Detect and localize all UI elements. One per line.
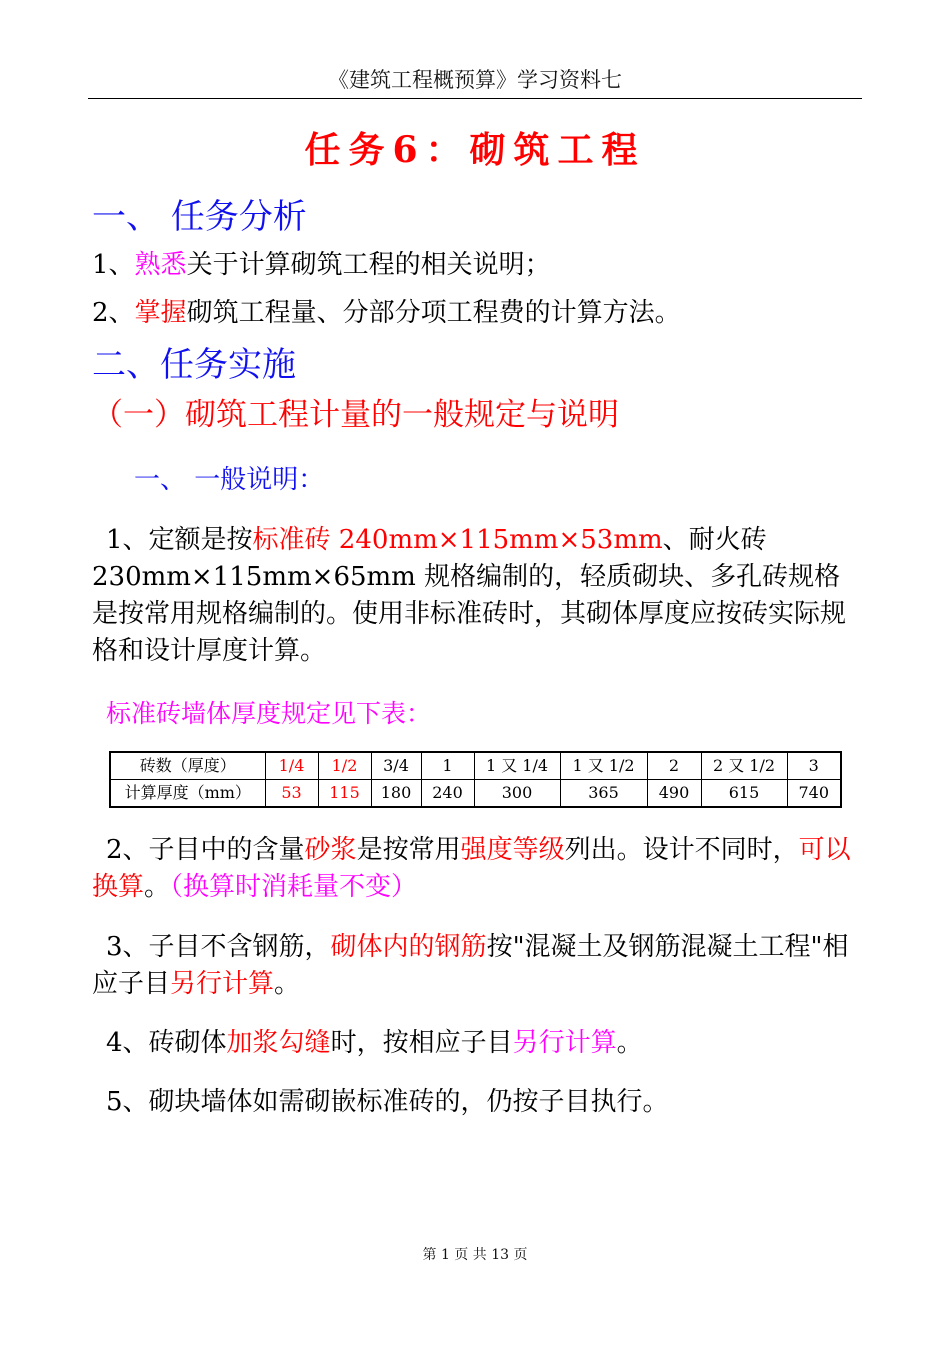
- note-4-pointing: 加浆勾缝: [226, 1028, 331, 1058]
- table-cell: 1/4: [265, 752, 318, 780]
- table-cell: 1/2: [318, 752, 371, 780]
- objective-item-1: [92, 248, 551, 283]
- objective-item-2-text: 砌筑工程量、分部分项工程费的计算方法。: [186, 298, 681, 328]
- table-cell: 1 又 1/2: [560, 752, 647, 780]
- note-3-text: 。: [274, 969, 301, 999]
- table-cell: 2 又 1/2: [701, 752, 787, 780]
- note-3: [92, 929, 862, 1003]
- note-2-convertible: 可以换算: [92, 835, 851, 902]
- note-3-text: 3、子目不含钢筋，: [106, 932, 331, 962]
- objective-item-1-text: 关于计算砌筑工程的相关说明；: [186, 250, 551, 280]
- note-2-text: 列出。设计不同时，: [564, 835, 799, 865]
- table-cell: 1 又 1/4: [474, 752, 560, 780]
- table-cell: 1: [421, 752, 474, 780]
- table-cell: 3: [787, 752, 841, 780]
- table-row-bricks: [110, 752, 841, 780]
- note-2-strength-grade: 强度等级: [460, 835, 565, 865]
- subsection-heading: （一）砌筑工程计量的一般规定与说明: [92, 397, 619, 433]
- table-cell: 3/4: [371, 752, 421, 780]
- note-4-separate-calc: 另行计算: [512, 1028, 617, 1058]
- note-4: [106, 1026, 643, 1061]
- header-title: 《建筑工程概预算》学习资料七: [328, 68, 622, 92]
- note-4-text: 4、砖砌体: [106, 1028, 227, 1058]
- note-5: 5、砌块墙体如需砌嵌标准砖的，仍按子目执行。: [106, 1087, 669, 1117]
- table-cell: 53: [265, 780, 318, 808]
- note-2-consumption-note: （换算时消耗量不变）: [170, 872, 418, 902]
- note-4-text: 时，按相应子目: [330, 1028, 513, 1058]
- wall-thickness-table: [109, 751, 842, 808]
- note-2-text: 2、子目中的含量: [106, 835, 305, 865]
- objective-item-1-number: 1、: [92, 250, 135, 280]
- table-caption: 标准砖墙体厚度规定见下表：: [106, 699, 432, 728]
- objective-item-2-keyword: 掌握: [134, 298, 187, 328]
- table-cell: 740: [787, 780, 841, 808]
- table-cell: 490: [647, 780, 701, 808]
- table-cell: 300: [474, 780, 560, 808]
- table-cell: 180: [371, 780, 421, 808]
- note-1: [92, 522, 862, 670]
- note-3-rebar: 砌体内的钢筋: [330, 932, 487, 962]
- table-cell: 615: [701, 780, 787, 808]
- objective-item-2: [92, 296, 681, 331]
- section-1-heading: 一、 任务分析: [92, 197, 307, 237]
- note-2: [92, 832, 862, 906]
- note-1-standard-brick: 标准砖 240mm×115mm×53mm: [252, 525, 663, 555]
- note-2-text: 是按常用: [356, 835, 461, 865]
- objective-item-1-keyword: 熟悉: [134, 250, 187, 280]
- table-cell: 115: [318, 780, 371, 808]
- table-cell: 2: [647, 752, 701, 780]
- note-1-text: 、耐火砖 230mm×115mm×65mm 规格编制的，轻质砌块、多孔砖规格是按常用规格编制的。使用非标准砖时，其砌体厚度应按砖实际规格和设计厚度计算。: [92, 525, 847, 666]
- note-4-text: 。: [616, 1028, 643, 1058]
- general-notes-heading: 一、 一般说明：: [134, 465, 325, 495]
- note-3-separate-calc: 另行计算: [170, 969, 275, 999]
- page-footer: 第 1 页 共 13 页: [422, 1247, 528, 1263]
- note-2-text: 。: [144, 872, 171, 902]
- table-header-cell: 砖数（厚度）: [110, 752, 265, 780]
- objective-item-2-number: 2、: [92, 298, 135, 328]
- table-row-thickness: [110, 780, 841, 808]
- table-cell: 365: [560, 780, 647, 808]
- table-header-cell: 计算厚度（mm）: [110, 780, 265, 808]
- table-cell: 240: [421, 780, 474, 808]
- section-2-heading: 二、任务实施: [92, 345, 296, 385]
- document-title: 任务6：砌筑工程: [304, 129, 646, 171]
- note-3-text: 按"混凝土及钢筋混凝土工程"相应子目: [92, 932, 849, 999]
- note-1-lead: 1、定额是按: [106, 525, 253, 555]
- header-divider: [88, 98, 862, 99]
- note-2-mortar: 砂浆: [304, 835, 357, 865]
